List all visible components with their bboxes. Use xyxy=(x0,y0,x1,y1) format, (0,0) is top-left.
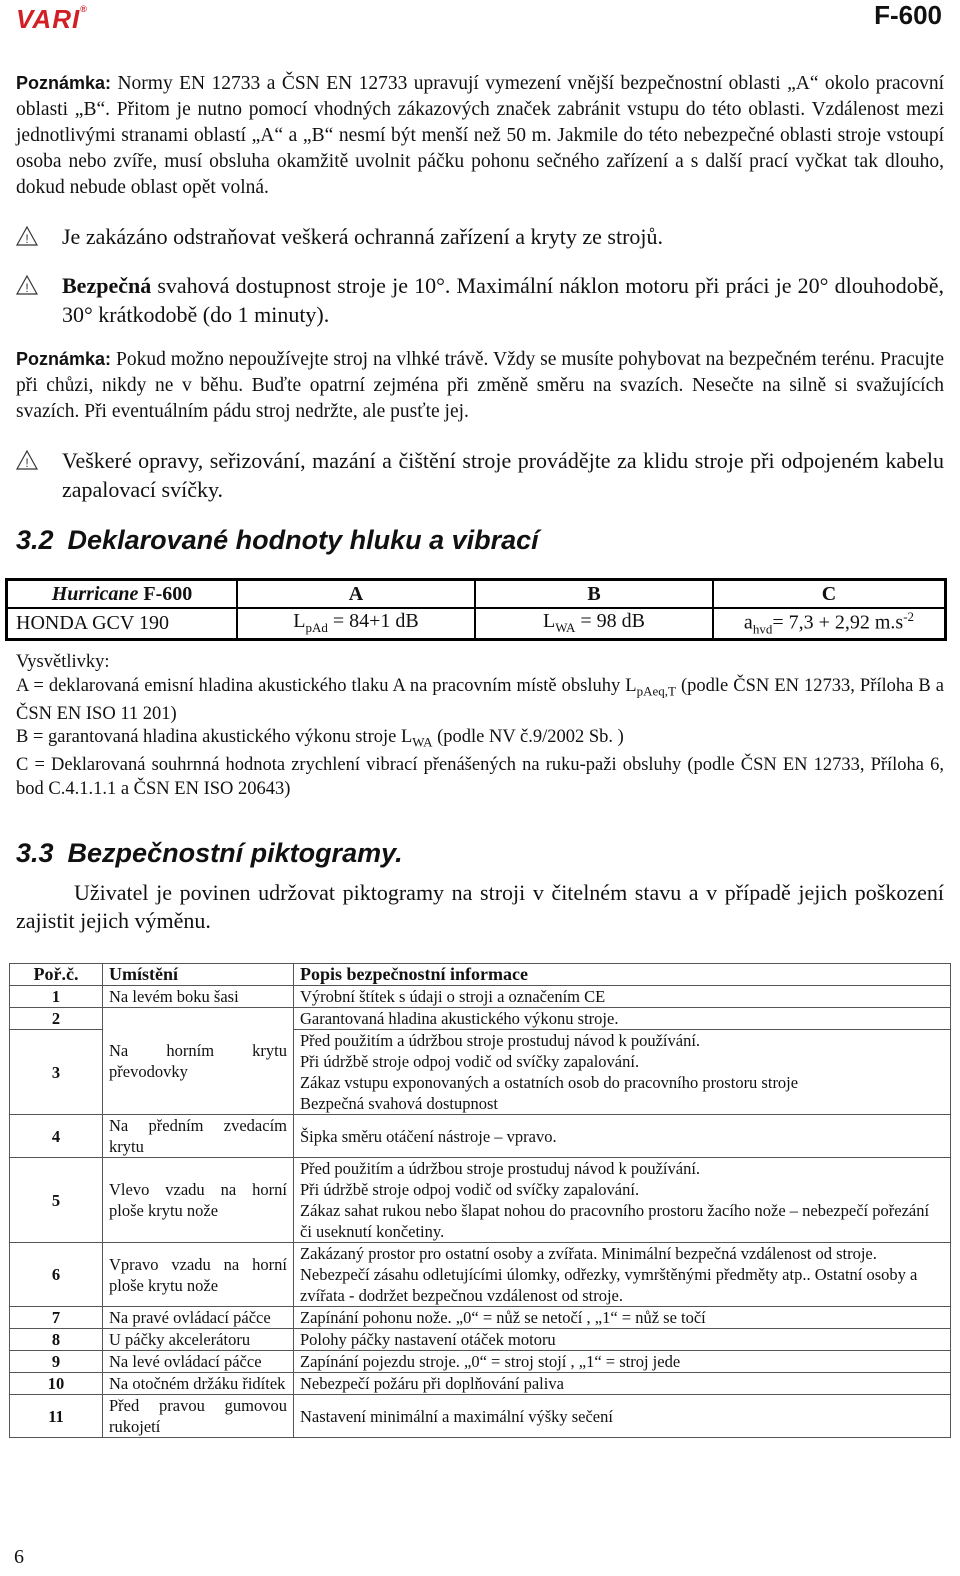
section-heading-3-2: 3.2 Deklarované hodnoty hluku a vibrací xyxy=(16,525,539,555)
legend-c: C = Deklarovaná souhrnná hodnota zrychlení vibrací přenášených na ruku-paži obsluhy (podle ČSN EN 12733, Příloha 6, bod C.4.1.1.1 a ČSN EN ISO 20643) xyxy=(16,755,944,799)
section-heading-3-3: 3.3 Bezpečnostní piktogramy. xyxy=(16,838,403,868)
table-row: 9 Na levé ovládací páčce Zapínání pojezdu stroje. „0“ = stroj stojí , „1“ = stroj jede xyxy=(10,1351,951,1373)
svg-text:!: ! xyxy=(25,281,29,295)
legend-title: Vysvětlivky: xyxy=(16,652,110,672)
warning-triangle-icon xyxy=(16,275,38,295)
brand-logo: VARI® xyxy=(16,4,88,34)
note-wet-grass xyxy=(16,346,944,425)
table-row: 10 Na otočném držáku řidítek Nebezpečí požáru při doplňování paliva xyxy=(10,1373,951,1395)
page-number: 6 xyxy=(14,1546,24,1568)
svg-text:!: ! xyxy=(25,232,29,246)
column-c-header: C xyxy=(713,580,946,609)
svg-text:!: ! xyxy=(25,456,29,470)
engine-cell: HONDA GCV 190 xyxy=(7,608,238,639)
vibration-cell: $a_{hvd}= 7,3 + 2,92$ $m.s^{-2}$ xyxy=(713,608,946,639)
table-row: 11 Před pravou gumovou rukojetí Nastavení minimální a maximální výšky sečení xyxy=(10,1395,951,1438)
warning-maintenance xyxy=(16,446,944,506)
table-header-row xyxy=(7,580,946,609)
table-header-row xyxy=(10,964,951,986)
legend-b: B = garantovaná hladina akustického výkonu stroje $L_{WA}$ (podle NV č.9/2002 Sb. ) xyxy=(16,727,624,750)
table-row xyxy=(7,608,946,639)
sound-power-cell: $L_{WA} = 98$ dB xyxy=(475,608,713,639)
legend-a: A = deklarovaná emisní hladina akustického tlaku A na pracovním místě obsluhy $L_{pAeq,T}$ (podle ČSN EN 12733, Příloha B a ČSN EN ISO 11 201) xyxy=(16,675,944,724)
note-label: Poznámka: xyxy=(16,73,112,93)
table-row: 5 Vlevo vzadu na horní ploše krytu nože Před použitím a údržbou stroje prostuduj návod k používání. Při údržbě stroje odpoj vodič od svíčky zapalování. Zákaz sahat rukou nebo šlapat nohou do pracovního prostoru žacího nože – nebezpečí pořezání či useknutí končetiny. xyxy=(10,1158,951,1243)
column-header-description: Popis bezpečnostní informace xyxy=(294,964,951,986)
table-row: 4 Na předním zvedacím krytu Šipka směru otáčení nástroje – vpravo. xyxy=(10,1115,951,1158)
column-header-location: Umístění xyxy=(103,964,294,986)
warning-remove-guards xyxy=(16,222,944,252)
table-row: 2 Na horním krytu převodovky Garantovaná hladina akustického výkonu stroje. xyxy=(10,1008,951,1030)
warning-text: Je zakázáno odstraňovat veškerá ochranná zařízení a kryty ze strojů. xyxy=(62,224,664,249)
warning-text: Veškeré opravy, seřizování, mazání a čištění stroje provádějte za klidu stroje při odpojeném kabelu zapalovací svíčky. xyxy=(62,448,944,502)
section-intro: Uživatel je povinen udržovat piktogramy na stroji v čitelném stavu a v případě jejich poškození zajistit jejich výměnu. xyxy=(16,880,944,933)
noise-vibration-table xyxy=(5,578,947,641)
table-row: 8 U páčky akcelerátoru Polohy páčky nastavení otáček motoru xyxy=(10,1329,951,1351)
note-label: Poznámka: xyxy=(16,349,112,369)
warning-triangle-icon xyxy=(16,226,38,246)
column-a-header: A xyxy=(237,580,475,609)
sound-pressure-cell: $L_{pAd} = 84+1$ dB xyxy=(237,608,475,639)
table-row: 6 Vpravo vzadu na horní ploše krytu nože Zakázaný prostor pro ostatní osoby a zvířata. Minimální bezpečná vzdálenost od stroje. Nebezpečí zásahu odletujícími úlomky, odřezky, vymrštěnými předměty atp.. Ostatní osoby a zvířata - dodržet bezpečnou vzdálenost od stroje. xyxy=(10,1243,951,1307)
warning-triangle-icon xyxy=(16,450,38,470)
warning-slope xyxy=(16,271,944,331)
pictogram-table xyxy=(9,963,951,1438)
column-b-header: B xyxy=(475,580,713,609)
table-row: 1 Na levém boku šasi Výrobní štítek s údaji o stroji a označením CE xyxy=(10,986,951,1008)
table-row: 7 Na pravé ovládací páčce Zapínání pohonu nože. „0“ = nůž se netočí , „1“ = nůž se točí xyxy=(10,1307,951,1329)
column-header-number: Poř.č. xyxy=(10,964,103,986)
product-cell: Hurricane F-600 xyxy=(7,580,238,609)
model-title: F-600 xyxy=(874,0,942,30)
note-area-boundaries xyxy=(16,70,944,201)
note-text: Pokud možno nepoužívejte stroj na vlhké trávě. Vždy se musíte pohybovat na bezpečném terénu. Pracujte při chůzi, nikdy ne v běhu. Buďte opatrní zejména při změně směru na svazích. Nesečte na silně si svažujících svazích. Při eventuálním pádu stroj nedržte, ale pusťte jej. xyxy=(16,349,944,422)
legend xyxy=(16,651,944,801)
note-text: Normy EN 12733 a ČSN EN 12733 upravují vymezení vnější bezpečnostní oblasti „A“ okolo pracovní oblasti „B“. Přitom je nutno pomocí vhodných zákazových značek zabránit vstupu do této oblasti. Vzdálenost mezi jednotlivými stranami oblastí „A“ a „B“ nesmí být menší než 50 m. Jakmile do této nebezpečné oblasti stroje vstoupí osoba nebo zvíře, musí obsluha okamžitě uvolnit páčku pohonu sečného zařízení a s další prací vyčkat tak dlouho, dokud nebude oblast opět volná. xyxy=(16,73,944,198)
table-row: 3 Před použitím a údržbou stroje prostuduj návod k používání. Při údržbě stroje odpoj vodič od svíčky zapalování. Zákaz vstupu exponovaných a ostatních osob do pracovního prostoru stroje Bezpečná svahová dostupnost xyxy=(10,1030,951,1115)
warning-text: Bezpečná svahová dostupnost stroje je 10°. Maximální náklon motoru při práci je 20° dlouhodobě, 30° krátkodobě (do 1 minuty). xyxy=(62,273,944,327)
